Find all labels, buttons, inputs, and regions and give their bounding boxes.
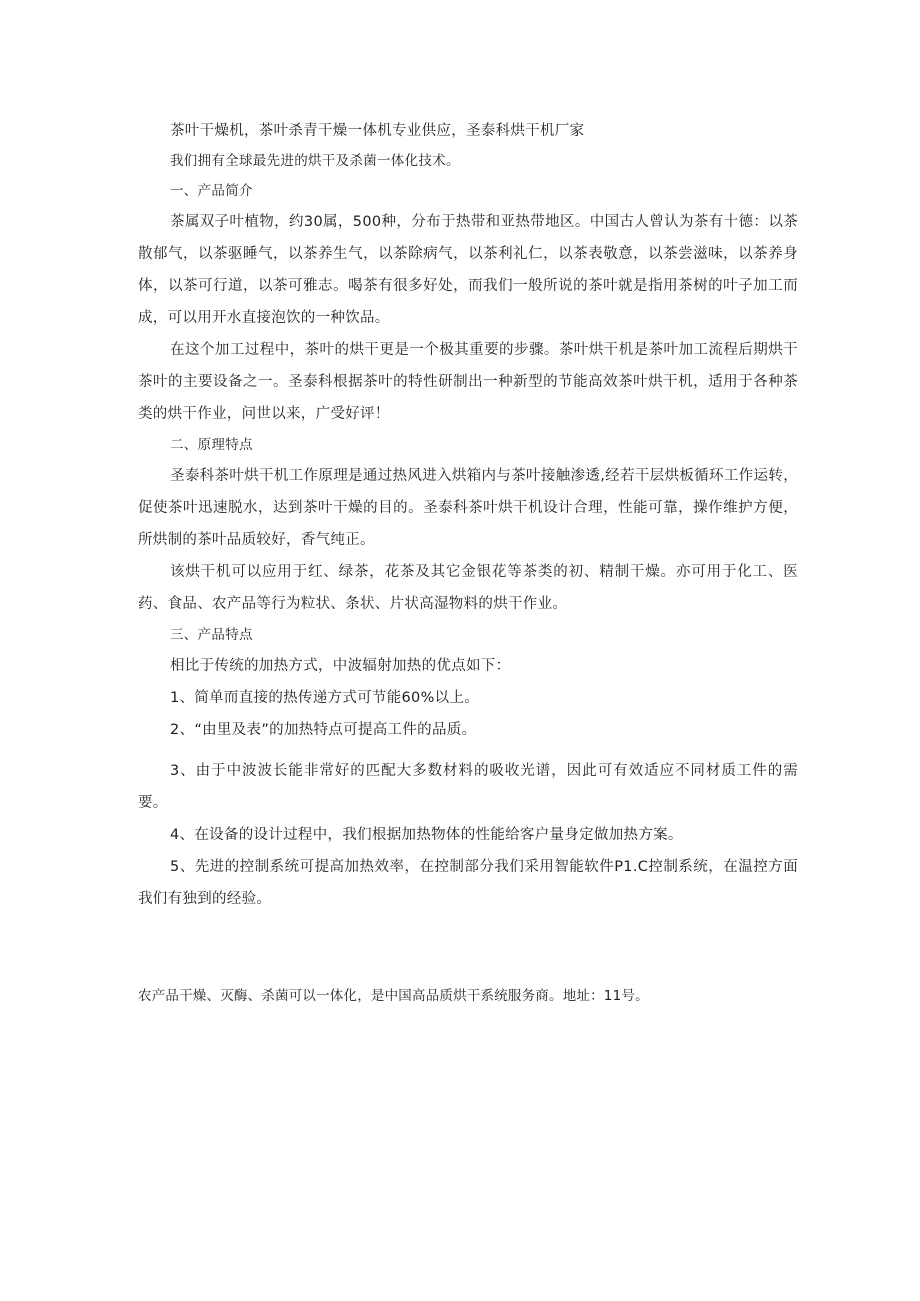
document-title: 茶叶干燥机，茶叶杀青干燥一体机专业供应，圣泰科烘干机厂家 xyxy=(170,123,585,139)
feature-item-1: 1、简单而直接的热传递方式可节能60%以上。 xyxy=(170,690,480,706)
section-1-heading: 一、产品简介 xyxy=(170,183,253,199)
feature-item-3: 3、由于中波波长能非常好的匹配大多数材料的吸收光谱，因此可有效适应不同材质工件的需要。 xyxy=(138,763,798,811)
section-3-intro: 相比于传统的加热方式，中波辐射加热的优点如下： xyxy=(170,658,511,674)
section-1-paragraph-2: 在这个加工过程中，茶叶的烘干更是一个极其重要的步骤。茶叶烘干机是茶叶加工流程后期烘干茶叶的主要设备之一。圣泰科根据茶叶的特性研制出一种新型的节能高效茶叶烘干机，适用于各种茶类的烘干作业，问世以来，广受好评！ xyxy=(138,342,798,422)
document-body xyxy=(138,117,798,915)
section-3-heading: 三、产品特点 xyxy=(170,627,253,643)
section-1-paragraph-1: 茶属双子叶植物，约30属，500种，分布于热带和亚热带地区。中国古人曾认为茶有十德：以茶散郁气，以茶驱睡气，以茶养生气，以茶除病气，以茶利礼仁，以茶表敬意，以茶尝滋味，以茶养身体，以茶可行道，以茶可雅志。喝茶有很多好处，而我们一般所说的茶叶就是指用茶树的叶子加工而成，可以用开水直接泡饮的一种饮品。 xyxy=(138,214,798,326)
section-2-paragraph-2: 该烘干机可以应用于红、绿茶，花茶及其它金银花等茶类的初、精制干燥。亦可用于化工、医药、食品、农产品等行为粒状、条状、片状高湿物料的烘干作业。 xyxy=(138,564,798,612)
document-footer: 农产品干燥、灭酶、杀菌可以一体化，是中国高品质烘干系统服务商。地址：11号。 xyxy=(138,988,649,1004)
feature-item-4: 4、在设备的设计过程中，我们根据加热物体的性能给客户量身定做加热方案。 xyxy=(170,827,683,843)
feature-item-5: 5、先进的控制系统可提高加热效率，在控制部分我们采用智能软件P1.C控制系统，在温控方面我们有独到的经验。 xyxy=(138,859,798,907)
section-2-heading: 二、原理特点 xyxy=(170,437,253,453)
section-2-paragraph-1: 圣泰科茶叶烘干机工作原理是通过热风进入烘箱内与茶叶接触渗透,经若干层烘板循环工作运转，促使茶叶迅速脱水，达到茶叶干燥的目的。圣泰科茶叶烘干机设计合理，性能可靠，操作维护方便，所烘制的茶叶品质较好，香气纯正。 xyxy=(138,468,798,548)
document-subtitle: 我们拥有全球最先进的烘干及杀菌一体化技术。 xyxy=(170,153,460,169)
feature-item-2: 2、“由里及表”的加热特点可提高工件的品质。 xyxy=(170,722,477,738)
